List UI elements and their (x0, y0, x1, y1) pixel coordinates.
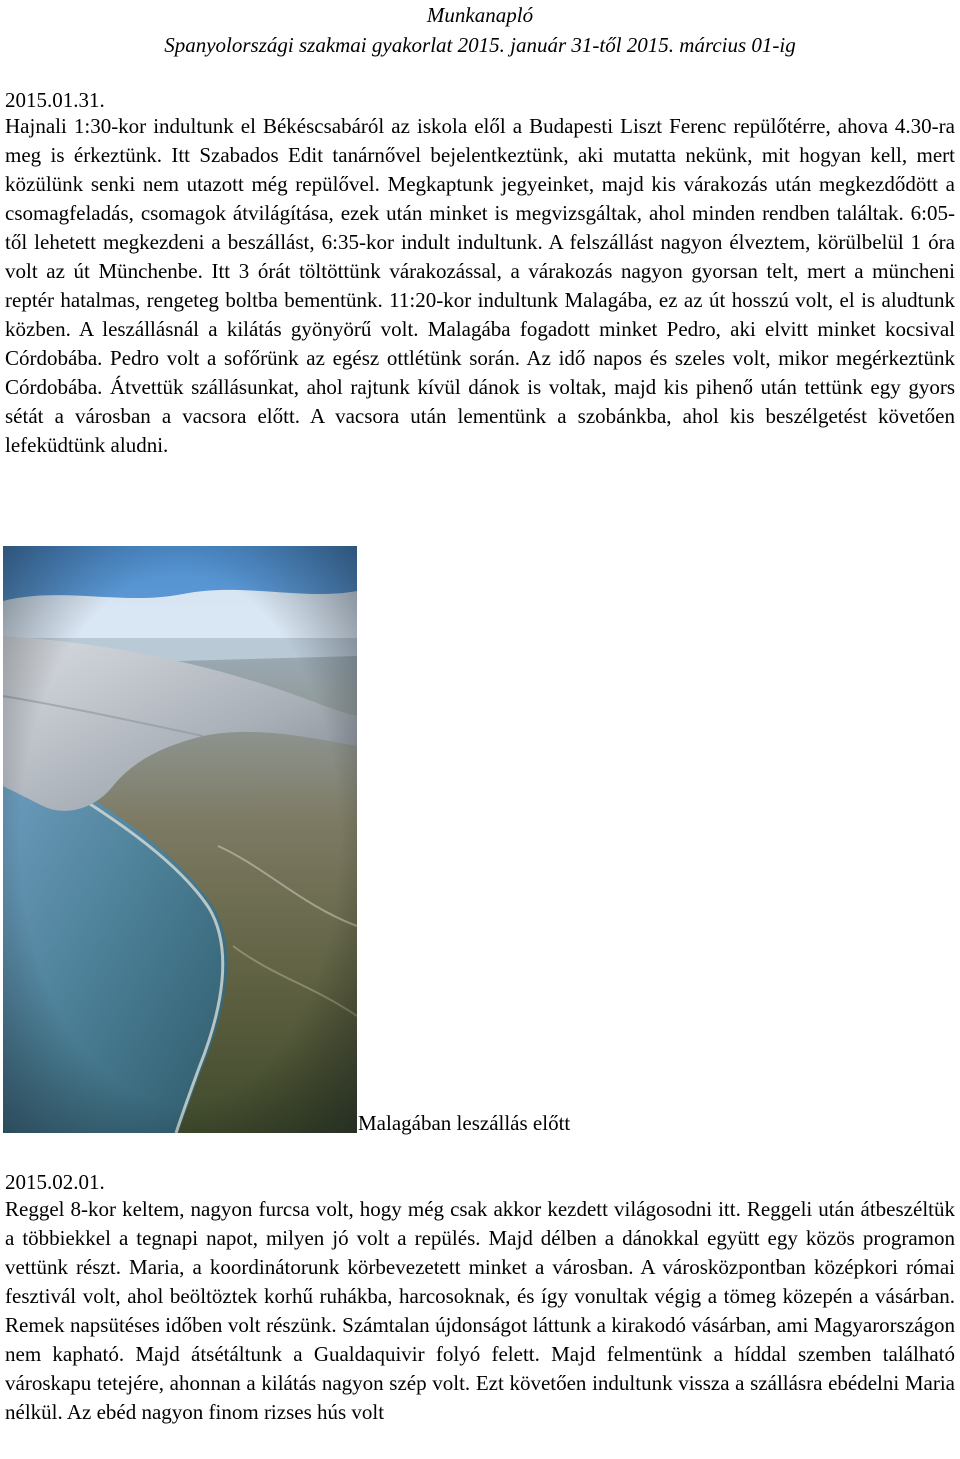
document-title: Munkanapló (426, 3, 534, 27)
entry-text: Hajnali 1:30-kor indultunk el Békéscsabáról az iskola elől a Budapesti Liszt Ferenc repülőtérre, ahova 4.30-ra meg is érkeztünk. Itt Szabados Edit tanárnővel bejelentkeztünk, aki mutatta nekünk, mit hogyan kell, mert közülünk senki nem utazott még repülővel. Megkaptunk jegyeinket, majd kis várakozás után megkezdődött a csomagfeladás, csomagok átvilágítása, ezek után minket is megvizsgáltak, ahol minden rendben találtak. 6:05-től lehetett megkezdeni a beszállást, 6:35-kor indult indultunk. A felszállást nagyon élveztem, körülbelül 1 óra volt az út Münchenbe. Itt 3 órát töltöttünk várakozással, a várakozás nagyon gyorsan telt, mert a müncheni reptér hatalmas, rengeteg boltba bementünk. 11:20-kor indultunk Malagába, ez az út hosszú volt, el is aludtunk közben. A leszállásnál a kilátás gyönyörű volt. Malagába fogadott minket Pedro, aki elvitt minket kocsival Córdobába. Pedro volt a sofőrünk az egész ottlétünk során. Az idő napos és szeles volt, mikor megérkeztünk Córdobába. Átvettük szállásunkat, ahol rajtunk kívül dánok is voltak, majd kis pihenő után tettünk egy gyors sétát a városban a vacsora előtt. A vacsora után lementünk a szobánkba, ahol kis beszélgetést követően lefeküdtünk aludni. (5, 114, 955, 457)
entry-text: Reggel 8-kor keltem, nagyon furcsa volt, hogy még csak akkor kezdett világosodni itt. Reggeli után átbeszéltük a többiekkel a tegnapi napot, milyen jó volt a repülés. Majd délben a dánokkal együtt egy közös programon vettünk részt. Maria, a koordinátorunk körbevezetett minket a városban. A városközpontban középkori római fesztivál volt, ahol beöltöztek korhű ruhákba, harcosoknak, és így vonultak végig a tömeg közepén a vásárban. Remek napsütéses időben volt részünk. Számtalan újdonságot láttunk a kirakodó vásárban, ami Magyarországon nem kapható. Majd átsétáltunk a Gualdaquivir folyó felett. Majd felmentünk a híddal szemben található városkapu tetejére, ahonnan a kilátás nagyon szép volt. Ezt követően indultunk vissza a szállásra ebédelni Maria nélkül. Az ebéd nagyon finom rizses hús volt (5, 1197, 955, 1424)
airplane-window-photo (3, 546, 357, 1133)
entry-date: 2015.02.01. (5, 1170, 105, 1194)
entry-date: 2015.01.31. (5, 88, 105, 112)
photo-caption: Malagában leszállás előtt (358, 1111, 571, 1135)
document-header (0, 0, 960, 60)
document-subtitle: Spanyolországi szakmai gyakorlat 2015. január 31-től 2015. március 01-ig (164, 33, 796, 57)
